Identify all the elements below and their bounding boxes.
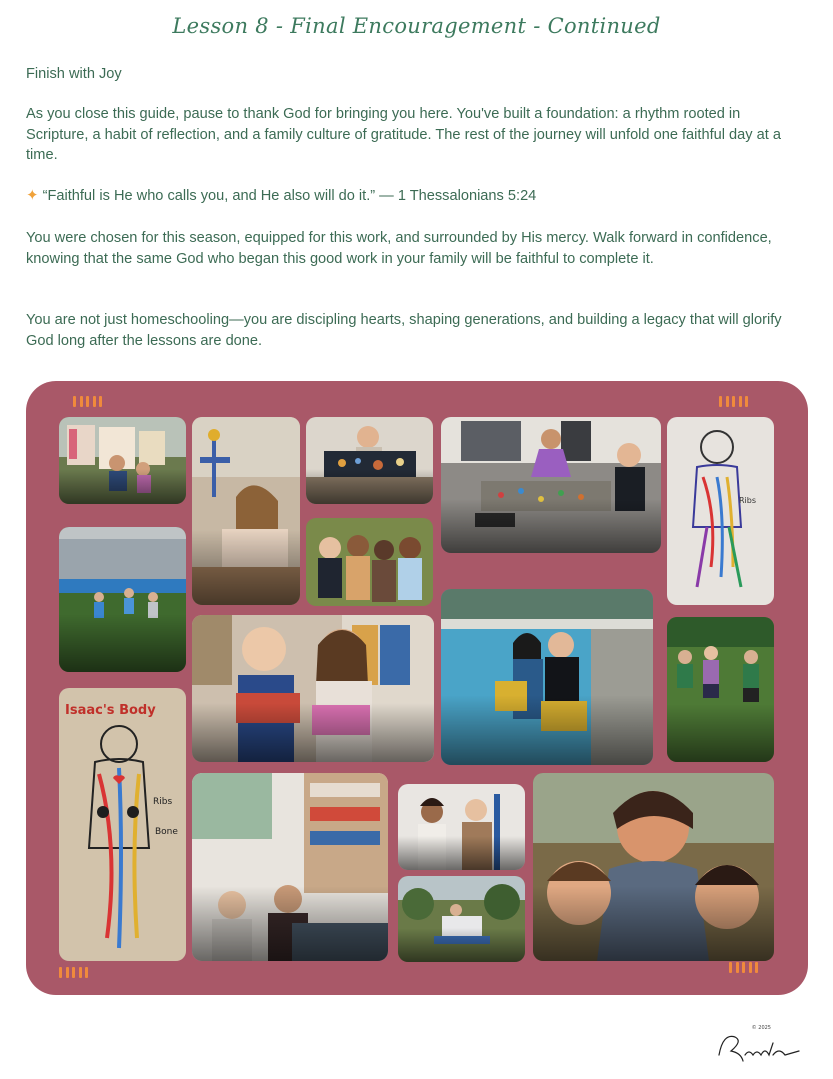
photo-kids-painted-boxes bbox=[59, 417, 186, 504]
photo-kids-swimming-pool bbox=[441, 589, 653, 765]
tick-mark-decoration bbox=[59, 967, 88, 978]
scripture-quote bbox=[26, 186, 806, 207]
photo-soccer-practice bbox=[59, 527, 186, 672]
svg-text:Bone: Bone bbox=[155, 827, 178, 837]
tick-mark-decoration bbox=[73, 396, 102, 407]
photo-two-kids-portrait bbox=[398, 784, 525, 870]
photo-isaacs-body-drawing bbox=[59, 688, 186, 961]
photo-body-drawing-hanging bbox=[667, 417, 774, 605]
paragraph-chosen: You were chosen for this season, equipped for this work, and surrounded by His mercy. Walk forward in confidence, knowing that the same God who began this good work in your family will be faithful to complete it. bbox=[26, 230, 772, 267]
photo-boy-solar-system bbox=[306, 417, 433, 504]
photo-kids-at-desk bbox=[192, 773, 388, 961]
photo-mother-with-children bbox=[533, 773, 774, 961]
photo-kids-nature-collection bbox=[441, 417, 661, 553]
page-title: Lesson 8 - Final Encouragement - Continued bbox=[172, 14, 661, 38]
paragraph-foundation: As you close this guide, pause to thank God for bringing you here. You've built a foundation: a rhythm rooted in Scripture, a habit of reflection, and a family culture of gratitude. The rest of the journey will unfold one faithful day at a time. bbox=[26, 106, 781, 163]
tick-mark-decoration bbox=[729, 962, 758, 973]
paragraph-legacy: You are not just homeschooling—you are discipling hearts, shaping generations, and building a legacy that will glorify God long after the lessons are done. bbox=[26, 312, 782, 349]
photo-kids-holding-crafts bbox=[192, 615, 434, 762]
copyright-year: © 2025 bbox=[751, 1025, 771, 1031]
svg-text:Isaac's Body: Isaac's Body bbox=[65, 703, 156, 718]
section-heading: Finish with Joy bbox=[26, 66, 122, 82]
photo-group-of-kids bbox=[306, 518, 433, 606]
signature-logo bbox=[713, 1025, 803, 1067]
photo-collage-board bbox=[26, 381, 808, 995]
photo-girls-soccer-game bbox=[667, 617, 774, 762]
svg-text:Ribs: Ribs bbox=[153, 797, 173, 807]
sparkle-icon: ✦ bbox=[26, 187, 39, 204]
svg-text:Ribs: Ribs bbox=[739, 496, 757, 505]
scripture-quote-text: “Faithful is He who calls you, and He also will do it.” — 1 Thessalonians 5:24 bbox=[42, 188, 537, 204]
photo-girl-building-model bbox=[192, 417, 300, 605]
tick-mark-decoration bbox=[719, 396, 748, 407]
photo-outdoor-picnic bbox=[398, 876, 525, 962]
